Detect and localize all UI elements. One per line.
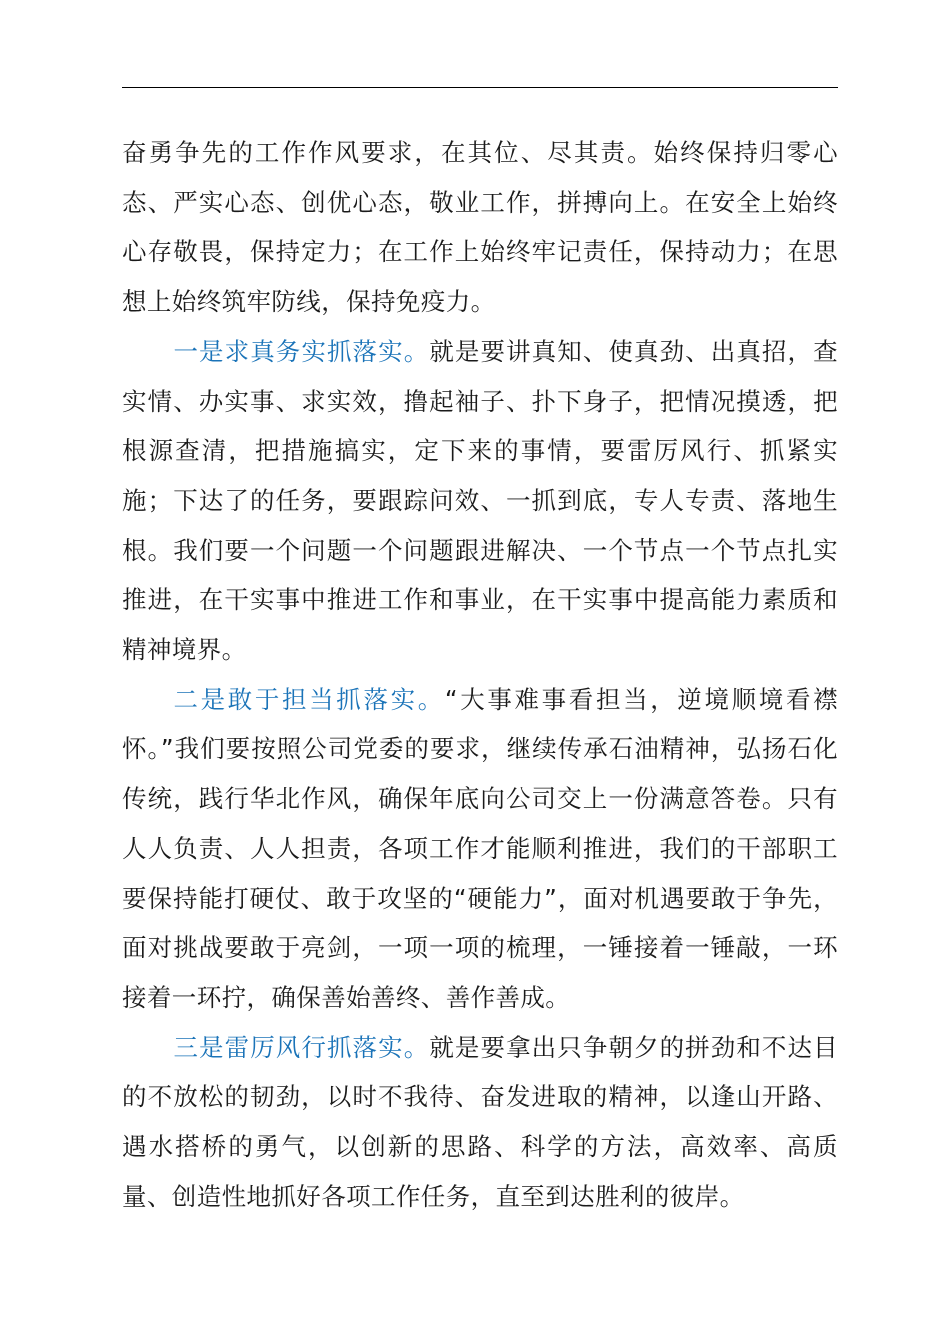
paragraph-heading: 一是求真务实抓落实。 [173,336,430,366]
paragraph-seek-truth [122,327,838,675]
header-rule [122,87,838,88]
paragraph-heading: 三是雷厉风行抓落实。 [173,1032,430,1062]
paragraph-text: 奋勇争先的工作作风要求，在其位、尽其责。始终保持归零心态、严实心态、创优心态，敬业工作，拼搏向上。在安全上始终心存敬畏，保持定力；在工作上始终牢记责任，保持动力；在思想上始终筑牢防线，保持免疫力。 [122,138,838,317]
paragraph-text: 就是要拿出只争朝夕的拼劲和不达目的不放松的韧劲，以时不我待、奋发进取的精神，以逢山开路、遇水搭桥的勇气，以创新的思路、科学的方法，高效率、高质量、创造性地抓好各项工作任务，直至到达胜利的彼岸。 [122,1032,839,1211]
paragraph-take-responsibility [122,675,838,1023]
paragraph-text: 就是要讲真知、使真劲、出真招，查实情、办实事、求实效，撸起袖子、扑下身子，把情况摸透，把根源查清，把措施搞实，定下来的事情，要雷厉风行、抓紧实施；下达了的任务，要跟踪问效、一抓到底，专人专责、落地生根。我们要一个问题一个问题跟进解决、一个节点一个节点扎实推进，在干实事中推进工作和事业，在干实事中提高能力素质和精神境界。 [122,336,839,665]
paragraph-act-swiftly [122,1023,838,1222]
paragraph-text: “大事难事看担当，逆境顺境看襟怀。”我们要按照公司党委的要求，继续传承石油精神，弘扬石化传统，践行华北作风，确保年底向公司交上一份满意答卷。只有人人负责、人人担责，各项工作才能顺利推进，我们的干部职工要保持能打硬仗、敢于攻坚的“硬能力”，面对机遇要敢于争先，面对挑战要敢于亮剑，一项一项的梳理，一锤接着一锤敲，一环接着一环拧，确保善始善终、善作善成。 [122,684,838,1012]
paragraph-heading: 二是敢于担当抓落实。 [173,684,445,714]
document-body [122,128,838,1221]
paragraph-continuation [122,128,838,327]
